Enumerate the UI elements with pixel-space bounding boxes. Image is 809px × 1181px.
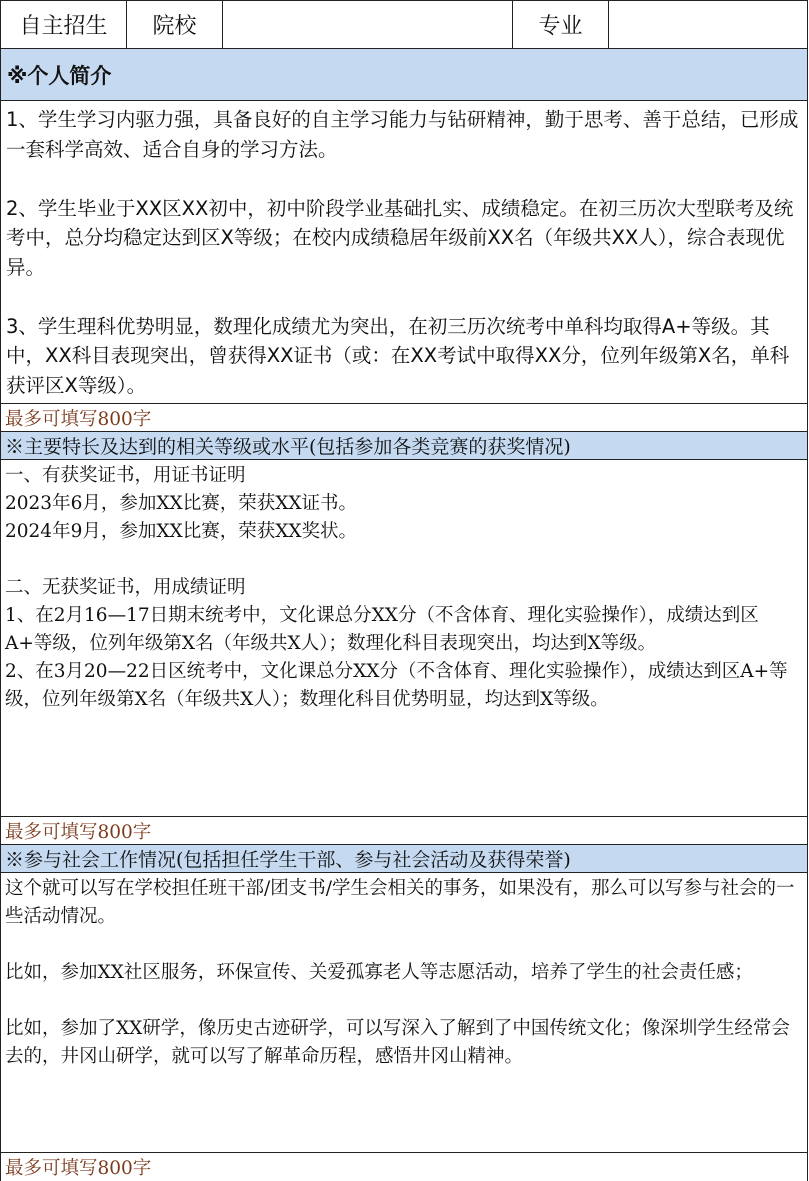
skills-part1-heading: 一、有获奖证书，用证书证明 — [5, 465, 246, 486]
header-category-cell: 自主招生 — [1, 1, 127, 48]
social-paragraph: 比如，参加XX社区服务，环保宣传、关爱孤寡老人等志愿活动，培养了学生的社会责任感； — [5, 962, 753, 983]
header-school-label: 院校 — [127, 1, 223, 48]
section-social-limit-note: 最多可填写800字 — [5, 1158, 152, 1179]
personal-paragraph: 2、学生毕业于XX区XX初中，初中阶段学业基础扎实、成绩稳定。在初三历次大型联考及统考中，总分均稳定达到区X等级；在校内成绩稳居年级前XX名（年级共XX人），综合表现优异。 — [6, 196, 794, 279]
personal-paragraph: 1、学生学习内驱力强，具备良好的自主学习能力与钻研精神，勤于思考、善于总结，已形成一套科学高效、适合自身的学习方法。 — [6, 108, 799, 161]
section-social-body[interactable] — [1, 873, 807, 1153]
header-row — [1, 0, 807, 49]
section-skills-limit-note: 最多可填写800字 — [1, 817, 807, 845]
section-personal-body[interactable] — [1, 101, 807, 404]
skills-award-line: 2024年9月，参加XX比赛，荣获XX奖状。 — [5, 521, 358, 542]
skills-score-line: 1、在2月16—17日期末统考中，文化课总分XX分（不含体育、理化实验操作），成绩达到区A+等级，位列年级第X名（年级共X人）；数理化科目表现突出，均达到X等级。 — [5, 605, 759, 654]
social-paragraph: 这个就可以写在学校担任班干部/团支书/学生会相关的事务，如果没有，那么可以写参与社会的一些活动情况。 — [5, 878, 795, 927]
social-paragraph: 比如，参加了XX研学，像历史古迹研学，可以写深入了解到了中国传统文化；像深圳学生经常会去的，井冈山研学，就可以写了解革命历程，感悟井冈山精神。 — [5, 1018, 790, 1067]
section-personal-title: ※个人简介 — [1, 49, 807, 101]
header-major-label: 专业 — [513, 1, 609, 48]
section-skills-title: ※主要特长及达到的相关等级或水平(包括参加各类竞赛的获奖情况) — [1, 432, 807, 460]
skills-part2-heading: 二、无获奖证书，用成绩证明 — [5, 577, 246, 598]
header-major-value[interactable] — [609, 1, 807, 48]
header-school-value[interactable] — [223, 1, 513, 48]
skills-award-line: 2023年6月，参加XX比赛，荣获XX证书。 — [5, 493, 358, 514]
section-personal-limit-note: 最多可填写800字 — [1, 404, 807, 432]
skills-score-line: 2、在3月20—22日区统考中，文化课总分XX分（不含体育、理化实验操作），成绩达到区A+等级，位列年级第X名（年级共X人）；数理化科目优势明显，均达到X等级。 — [5, 661, 788, 710]
section-social-title: ※参与社会工作情况(包括担任学生干部、参与社会活动及获得荣誉) — [1, 845, 807, 873]
section-skills-body[interactable] — [1, 460, 807, 817]
personal-paragraph: 3、学生理科优势明显，数理化成绩尤为突出，在初三历次统考中单科均取得A+等级。其中，XX科目表现突出，曾获得XX证书（或：在XX考试中取得XX分，位列年级第X名，单科获评区X等级）。 — [6, 314, 790, 397]
